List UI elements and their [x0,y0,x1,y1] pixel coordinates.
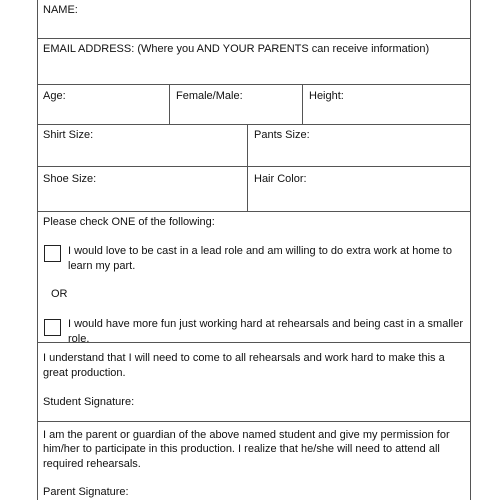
option2-text-line2: role. [68,333,90,345]
shoe-hair-row [37,167,471,212]
age-label: Age: [43,90,66,102]
email-label: EMAIL ADDRESS: (Where you AND YOUR PARENTS can receive information) [43,43,430,55]
age-gender-height-row [37,85,471,125]
parent-permission-line1: I am the parent or guardian of the above named student and give my permission for [43,429,450,441]
student-signature-label[interactable]: Student Signature: [43,396,135,408]
lead-role-checkbox[interactable] [44,245,61,262]
hair-color-field[interactable] [248,167,471,211]
shirt-size-label: Shirt Size: [43,129,94,141]
gender-field[interactable] [170,85,302,124]
email-row[interactable] [37,39,471,85]
parent-permission-line3: required rehearsals. [43,458,141,470]
pants-size-field[interactable] [248,125,471,166]
gender-label: Female/Male: [176,90,243,102]
smaller-role-checkbox[interactable] [44,319,61,336]
shoe-size-field[interactable] [37,167,247,211]
name-label: NAME: [43,4,78,16]
shoe-size-label: Shoe Size: [43,173,97,185]
name-row[interactable] [37,0,471,39]
pants-size-label: Pants Size: [254,129,310,141]
parent-permission-line2: him/her to participate in this production. I realize that he/she will need to attend all [43,443,440,455]
student-agreement-section [37,343,471,422]
option2-text-line1: I would have more fun just working hard at rehearsals and being cast in a smaller [68,318,463,330]
role-preference-section [37,212,471,343]
height-label: Height: [309,90,344,102]
or-text: OR [51,288,68,300]
height-field[interactable] [303,85,471,124]
parent-permission-section [37,422,471,500]
age-field[interactable] [37,85,169,124]
student-agreement-line2: great production. [43,367,126,379]
check-prompt: Please check ONE of the following: [43,216,215,228]
hair-color-label: Hair Color: [254,173,307,185]
option1-text-line1: I would love to be cast in a lead role and am willing to do extra work at home to [68,245,452,257]
option1-text-line2: learn my part. [68,260,136,272]
student-agreement-line1: I understand that I will need to come to all rehearsals and work hard to make this a [43,352,445,364]
shirt-size-field[interactable] [37,125,247,166]
shirt-pants-row [37,125,471,167]
parent-signature-label[interactable]: Parent Signature: [43,486,129,498]
